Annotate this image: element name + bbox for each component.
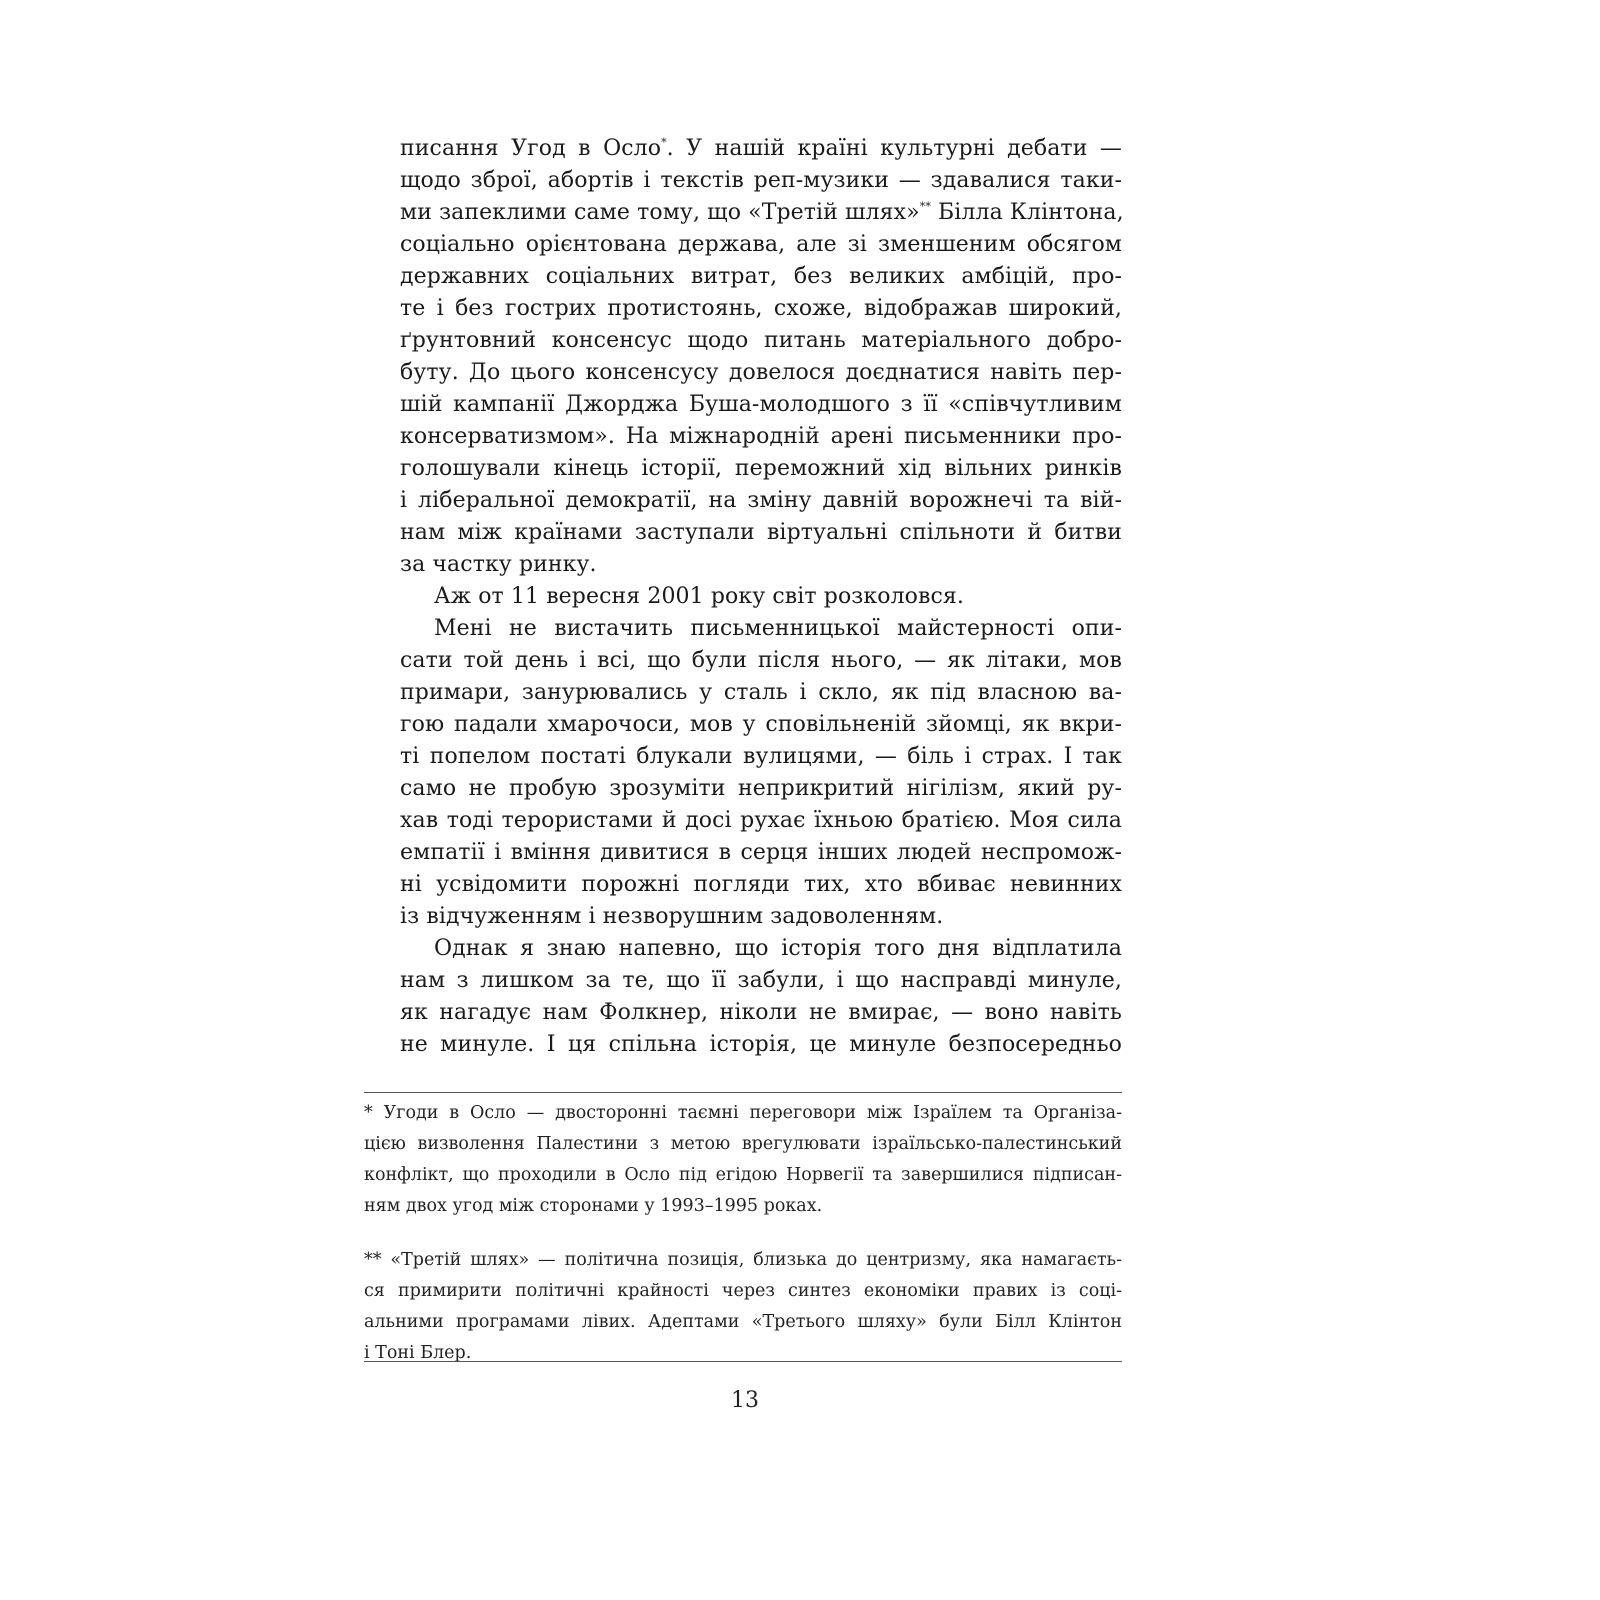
- footnote-line: цією визволення Палестини з метою врегулювати ізраїльсько-палестинський: [364, 1134, 1122, 1154]
- text-line: гою падали хмарочоси, мов у сповільненій зйомці, як вкри-: [400, 712, 1122, 737]
- footnote-marker: *: [661, 136, 667, 149]
- text-line: щодо зброї, абортів і текстів реп-музики — здавалися таки-: [400, 168, 1122, 193]
- text-line: державних соціальних витрат, без великих амбіцій, про-: [400, 264, 1122, 289]
- footnote-third-way: [364, 1245, 1122, 1369]
- text-line: те і без гострих протистоянь, схоже, відображав широкий,: [400, 296, 1122, 321]
- text-line: писання Угод в Осло*. У нашій країні культурні дебати —: [400, 136, 1122, 161]
- paragraph-start: Мені не вистачить письменницької майстерності опи-: [434, 616, 1122, 641]
- text-line: емпатії і вміння дивитися в серця інших людей неспромож-: [400, 840, 1122, 865]
- text-line: консерватизмом». На міжнародній арені письменники про-: [400, 424, 1122, 449]
- footnote-oslo: [364, 1098, 1122, 1222]
- text-line: ми запеклими саме тому, що «Третій шлях»** Білла Клінтона,: [400, 200, 1124, 225]
- text-line: сати той день і всі, що були після нього, — як літаки, мов: [400, 648, 1122, 673]
- text-line: нам між країнами заступали віртуальні спільноти й битви: [400, 520, 1122, 545]
- footnote-line: ** «Третій шлях» — політична позиція, близька до центризму, яка намагаєть-: [364, 1250, 1122, 1270]
- footnote-line: конфлікт, що проходили в Осло під егідою Норвегії та завершилися підписан-: [364, 1165, 1122, 1185]
- footnote-line: альними програмами лівих. Адептами «Третього шляху» були Білл Клінтон: [364, 1312, 1122, 1332]
- footnote-marker: **: [919, 200, 931, 213]
- paragraph-start: Аж от 11 вересня 2001 року світ розколовся.: [434, 584, 964, 609]
- text-line: буту. До цього консенсусу довелося доєднатися навіть пер-: [400, 360, 1122, 385]
- text-line: ґрунтовний консенсус щодо питань матеріального добро-: [400, 328, 1122, 353]
- text-line: як нагадує нам Фолкнер, ніколи не вмирає, — воно навіть: [400, 1000, 1122, 1025]
- text-line: примари, занурювались у сталь і скло, як під власною ва-: [400, 680, 1122, 705]
- footnote-line: і Тоні Блер.: [364, 1343, 472, 1363]
- page-number: 13: [731, 1388, 759, 1413]
- text-line: не минуле. І ця спільна історія, це минуле безпосередньо: [400, 1032, 1122, 1057]
- text-line: само не пробую зрозуміти неприкритий нігілізм, який ру-: [400, 776, 1122, 801]
- text-line: шій кампанії Джорджа Буша-молодшого з її «співчутливим: [400, 392, 1122, 417]
- text-line: соціально орієнтована держава, але зі зменшеним обсягом: [400, 232, 1122, 257]
- footnote-line: ням двох угод між сторонами у 1993–1995 роках.: [364, 1196, 823, 1216]
- footnote-divider-bottom: [364, 1361, 1122, 1362]
- text-line: нам з лишком за те, що її забули, і що насправді минуле,: [400, 968, 1122, 993]
- text-line: голошували кінець історії, переможний хід вільних ринків: [400, 456, 1122, 481]
- footnote-line: ся примирити політичні крайності через синтез економіки правих із соці-: [364, 1281, 1122, 1301]
- footnote-divider-top: [364, 1092, 1122, 1093]
- text-line: і ліберальної демократії, на зміну давній ворожнечі та вій-: [400, 488, 1122, 513]
- text-line: ті попелом постаті блукали вулицями, — біль і страх. І так: [400, 744, 1122, 769]
- paragraph-start: Однак я знаю напевно, що історія того дня відплатила: [434, 936, 1122, 961]
- footnote-line: * Угоди в Осло — двосторонні таємні переговори між Ізраїлем та Організа-: [364, 1103, 1122, 1123]
- footnotes: [364, 1098, 1122, 1369]
- text-line: за частку ринку.: [400, 552, 597, 577]
- main-text: [400, 133, 1122, 1061]
- text-line: ні усвідомити порожні погляди тих, хто вбиває невинних: [400, 872, 1122, 897]
- text-line: хав тоді терористами й досі рухає їхньою братією. Моя сила: [400, 808, 1122, 833]
- text-line: із відчуженням і незворушним задоволенням.: [400, 904, 944, 929]
